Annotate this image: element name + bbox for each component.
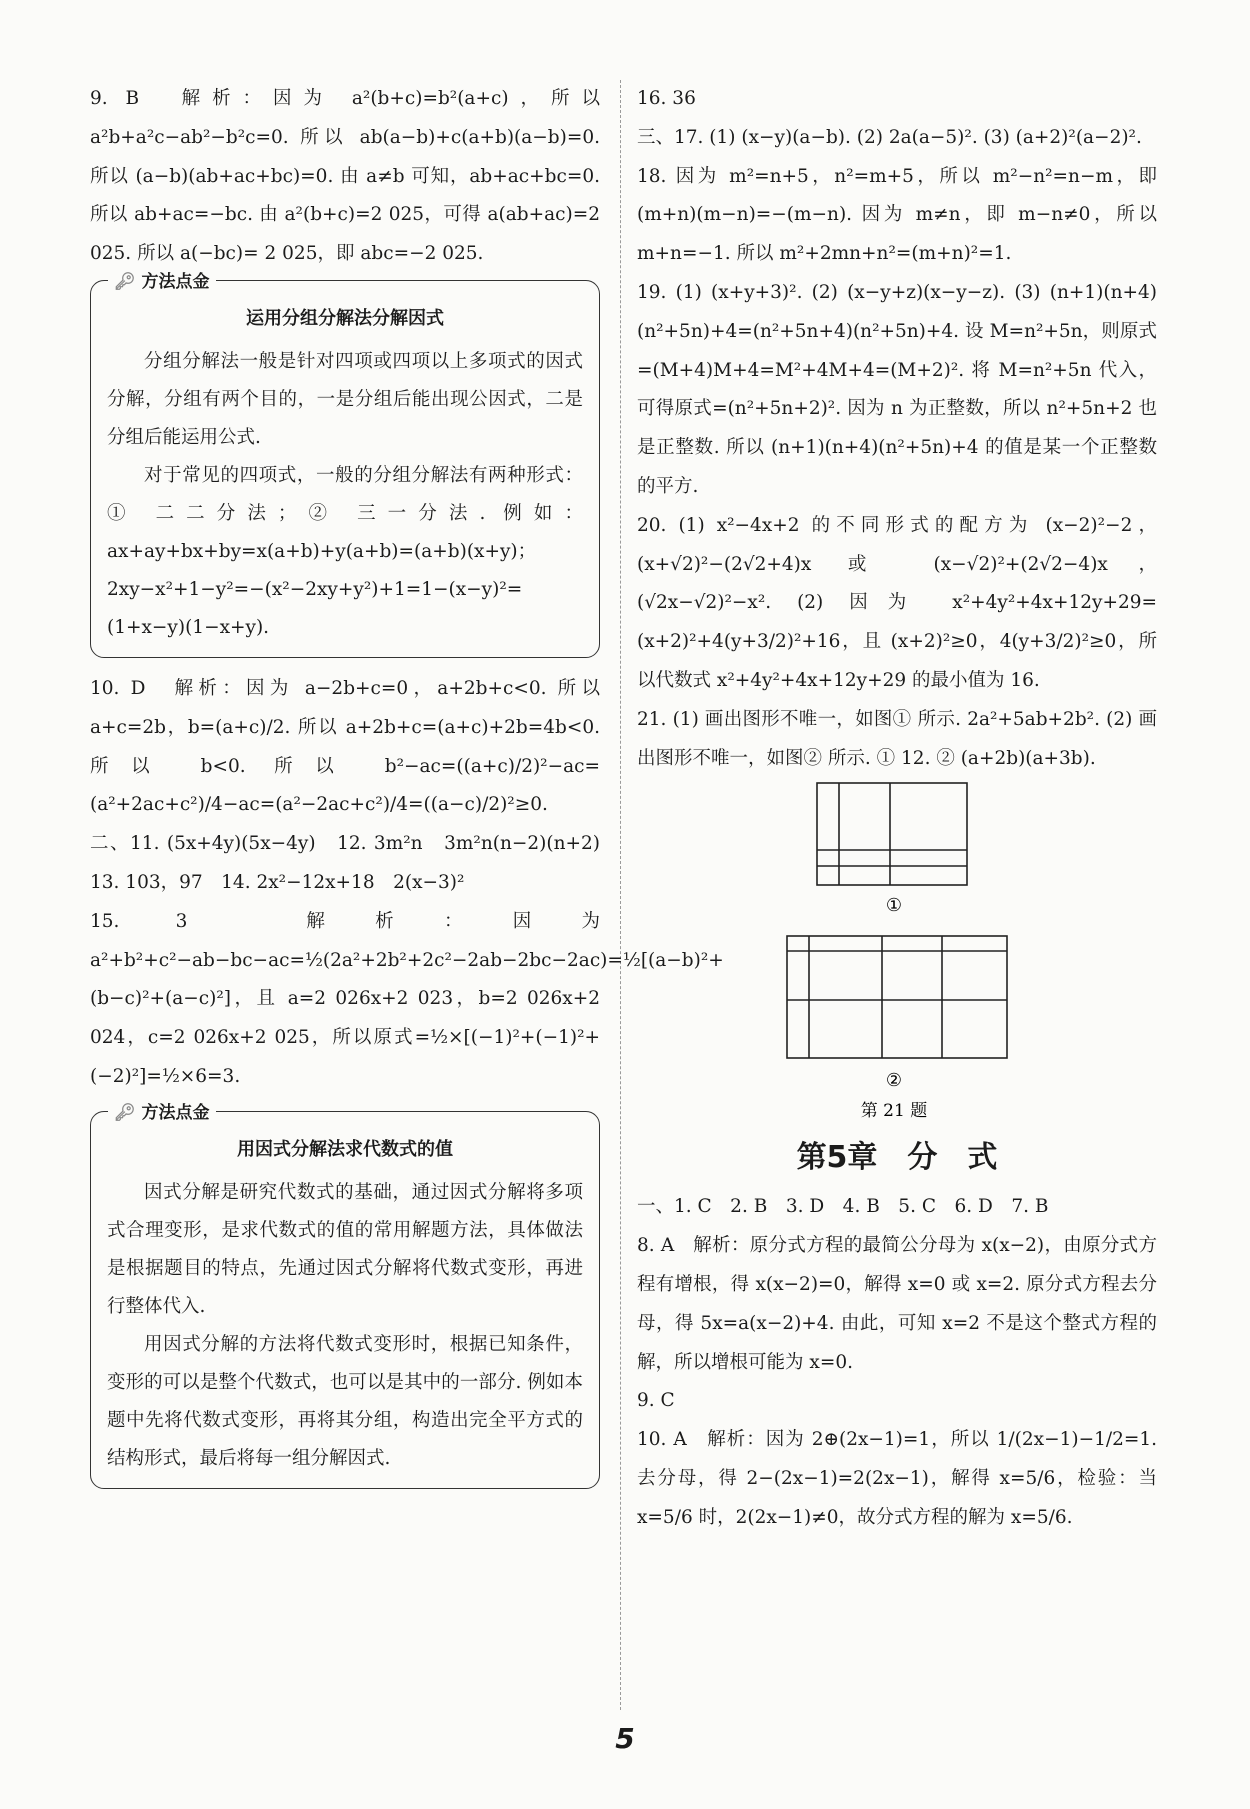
method-box-label: 🔑︎ 方法点金 xyxy=(108,1103,216,1123)
key-icon: 🔑︎ xyxy=(114,271,136,292)
page-number: 5 xyxy=(615,1722,635,1755)
method-box-paragraph: 因式分解是研究代数式的基础，通过因式分解将多项式合理变形，是求代数式的值的常用解题方法，具体做法是根据题目的特点，先通过因式分解将代数式变形，再进行整体代入. xyxy=(107,1181,583,1317)
method-box-1 xyxy=(90,271,600,658)
answer-9: 9. C xyxy=(637,1390,675,1412)
method-box-paragraph: 对于常见的四项式，一般的分组分解法有两种形式：① 二二分法；② 三一分法. 例如：ax+ay+bx+by=x(a+b)+y(a+b)=(a+b)(x+y)；2xy−x²+1−y²=−(x²−2xy+y²)+1=1−(x−y)²=(1+x−y)(1−x+y). xyxy=(107,464,583,638)
key-icon: 🔑︎ xyxy=(114,1102,136,1123)
answers-11-14: 二、11. (5x+4y)(5x−4y) 12. 3m²n 3m²n(n−2)(n+2) 13. 103，97 14. 2x²−12x+18 2(x−3)² xyxy=(90,833,619,893)
figure-caption: 第 21 题 xyxy=(860,1101,928,1122)
answer-17: 三、17. (1) (x−y)(a−b). (2) 2a(a−5)². (3) (a+2)²(a−2)². xyxy=(637,126,1142,148)
answers-1-7: 一、1. C 2. B 3. D 4. B 5. C 6. D 7. B xyxy=(637,1196,1049,1218)
answer-10: 10. D 解析：因为 a−2b+c=0，a+2b+c<0. 所以 a+c=2b，b=(a+c)/2. 所以 a+2b+c=(a+c)+2b=4b<0. 所以 b<0. 所以 b²−ac=((a+c)/2)²−ac=(a²+2ac+c²)/4−ac=(a²−2ac+c²)/4=((a−c)/2)²≥0. xyxy=(90,677,600,816)
figure-1 xyxy=(637,778,1157,918)
method-box-2 xyxy=(90,1102,600,1489)
answer-20: 20. (1) x²−4x+2 的不同形式的配方为 (x−2)²−2，(x+√2)²−(2√2+4)x 或 (x−√2)²+(2√2−4)x，(√2x−√2)²−x². (2) 因为 x²+4y²+4x+12y+29=(x+2)²+4(y+3/2)²+16，且 (x+2)²≥0，4(y+3/2)²≥0，所以代数式 x²+4y²+4x+12y+29 的最小值为 16. xyxy=(637,514,1157,691)
method-box-paragraph: 用因式分解的方法将代数式变形时，根据已知条件，变形的可以是整个代数式，也可以是其中的一部分. 例如本题中先将代数式变形，再将其分组，构造出完全平方式的结构形式，最后将每一组分解因式. xyxy=(107,1333,583,1469)
figure-1-label: ① xyxy=(885,895,903,917)
column-divider xyxy=(620,80,621,1710)
method-box-title: 运用分组分解法分解因式 xyxy=(246,307,444,329)
right-column xyxy=(637,80,1157,1538)
method-box-paragraph: 分组分解法一般是针对四项或四项以上多项式的因式分解，分组有两个目的，一是分组后能出现公因式，二是分组后能运用公式. xyxy=(107,350,583,448)
method-box-label: 🔑︎ 方法点金 xyxy=(108,272,216,292)
answer-21: 21. (1) 画出图形不唯一，如图① 所示. 2a²+5ab+2b². (2) 画出图形不唯一，如图② 所示. ① 12. ② (a+2b)(a+3b). xyxy=(637,708,1157,769)
answer-15: 15. 3 解析：因为 a²+b²+c²−ab−bc−ac=½(2a²+2b²+2c²−2ab−2bc−2ac)=½[(a−b)²+(b−c)²+(a−c)²]，且 a=2 026x+2 023，b=2 026x+2 024，c=2 026x+2 025，所以原式=½×[(−1)²+(−1)²+(−2)²]=½×6=3. xyxy=(90,910,724,1087)
method-box-title: 用因式分解法求代数式的值 xyxy=(237,1138,453,1160)
answer-18: 18. 因为 m²=n+5，n²=m+5，所以 m²−n²=n−m，即 (m+n)(m−n)=−(m−n). 因为 m≠n，即 m−n≠0，所以 m+n=−1. 所以 m²+2mn+n²=(m+n)²=1. xyxy=(637,165,1157,265)
chapter-title: 第5章 分 式 xyxy=(796,1140,998,1176)
answer-10: 10. A 解析：因为 2⊕(2x−1)=1，所以 1/(2x−1)−1/2=1. 去分母，得 2−(2x−1)=2(2x−1)，解得 x=5/6，检验：当 x=5/6 时，2(2x−1)≠0，故分式方程的解为 x=5/6. xyxy=(637,1429,1157,1528)
answer-19: 19. (1) (x+y+3)². (2) (x−y+z)(x−y−z). (3) (n+1)(n+4)(n²+5n)+4=(n²+5n+4)(n²+5n)+4. 设 M=n²+5n，则原式=(M+4)M+4=M²+4M+4=(M+2)². 将 M=n²+5n 代入，可得原式=(n²+5n+2)². 因为 n 为正整数，所以 n²+5n+2 也是正整数. 所以 (n+1)(n+4)(n²+5n)+4 的值是某一个正整数的平方. xyxy=(637,281,1157,497)
answer-8: 8. A 解析：原分式方程的最简公分母为 x(x−2)，由原分式方程有增根，得 x(x−2)=0，解得 x=0 或 x=2. 原分式方程去分母，得 5x=a(x−2)+4. 由此，可知 x=2 不是这个整式方程的解，所以增根可能为 x=0. xyxy=(637,1235,1157,1373)
figure-2 xyxy=(637,918,1157,1128)
figure-2-label: ② xyxy=(885,1070,903,1092)
answer-9: 9. B 解析：因为 a²(b+c)=b²(a+c)，所以 a²b+a²c−ab²−b²c=0. 所以 ab(a−b)+c(a+b)(a−b)=0. 所以 (a−b)(ab+ac+bc)=0. 由 a≠b 可知，ab+ac+bc=0. 所以 ab+ac=−bc. 由 a²(b+c)=2 025，可得 a(ab+ac)=2 025. 所以 a(−bc)= 2 025，即 abc=−2 025. xyxy=(90,88,600,265)
answer-16: 16. 36 xyxy=(637,88,696,109)
